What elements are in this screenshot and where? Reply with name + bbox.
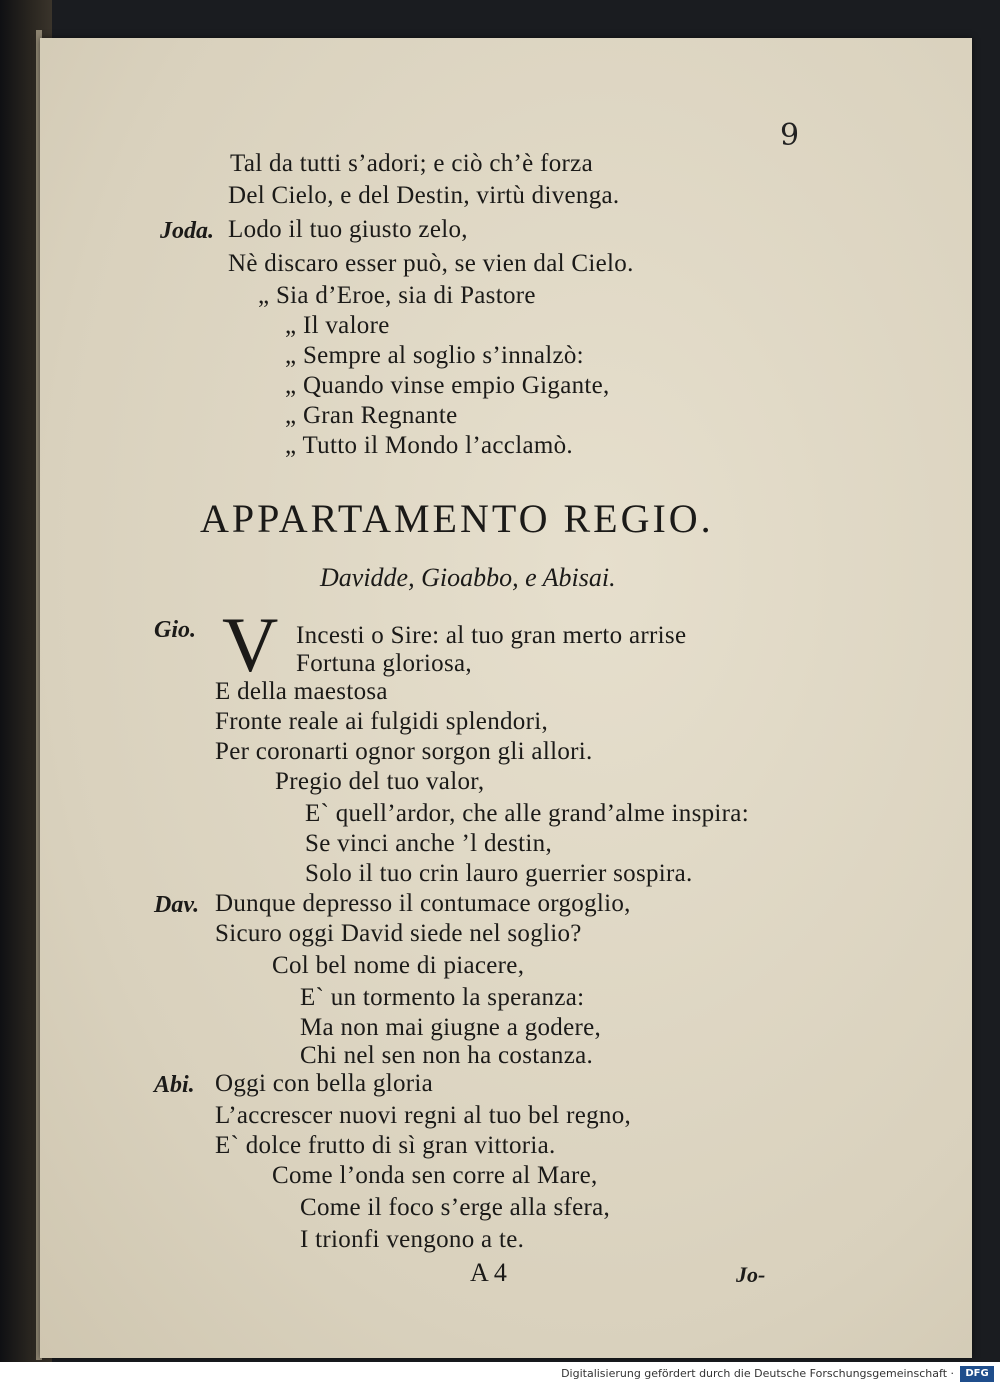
verse-line: Tal da tutti s’adori; e ciò ch’è forza	[230, 150, 593, 177]
verse-line: Pregio del tuo valor,	[275, 768, 485, 795]
scene-characters: Davidde, Gioabbo, e Abisai.	[320, 563, 616, 592]
signature-mark: A 4	[470, 1258, 507, 1287]
verse-line: E della maestosa	[215, 678, 388, 705]
funding-credit: Digitalisierung gefördert durch die Deutsche Forschungsgemeinschaft ·	[561, 1367, 954, 1380]
speaker-label: Gio.	[154, 617, 196, 643]
verse-line: Come il foco s’erge alla sfera,	[300, 1194, 611, 1221]
drop-cap: V	[222, 601, 279, 688]
verse-line: Incesti o Sire: al tuo gran merto arrise	[296, 622, 687, 649]
verse-line: Lodo il tuo giusto zelo,	[228, 216, 468, 243]
speaker-label: Abi.	[154, 1072, 195, 1098]
verse-line: Per coronarti ognor sorgon gli allori.	[215, 738, 593, 765]
verse-line: „ Quando vinse empio Gigante,	[285, 372, 610, 399]
speaker-label: Joda.	[160, 218, 214, 244]
verse-line: Col bel nome di piacere,	[272, 952, 525, 979]
verse-line: Ma non mai giugne a godere,	[300, 1014, 602, 1041]
verse-line: Del Cielo, e del Destin, virtù divenga.	[228, 182, 620, 209]
verse-line: „ Sempre al soglio s’innalzò:	[285, 342, 584, 369]
speaker-label: Dav.	[154, 892, 200, 918]
scene-heading: APPARTAMENTO REGIO.	[200, 496, 714, 541]
verse-line: Oggi con bella gloria	[215, 1070, 434, 1097]
verse-line: „ Tutto il Mondo l’acclamò.	[285, 432, 573, 459]
verse-line: L’accrescer nuovi regni al tuo bel regno,	[215, 1102, 632, 1129]
verse-line: Solo il tuo crin lauro guerrier sospira.	[305, 860, 693, 887]
verse-line: Come l’onda sen corre al Mare,	[272, 1162, 598, 1189]
catchword: Jo-	[736, 1262, 766, 1287]
verse-line: E` un tormento la speranza:	[300, 984, 585, 1011]
verse-line: Nè discaro esser può, se vien dal Cielo.	[228, 250, 634, 277]
verse-line: E` dolce frutto di sì gran vittoria.	[215, 1132, 556, 1159]
verse-line: Fronte reale ai fulgidi splendori,	[215, 708, 549, 735]
verse-line: Dunque depresso il contumace orgoglio,	[215, 890, 631, 917]
verse-line: „ Il valore	[285, 312, 390, 339]
dfg-logo: DFG	[960, 1366, 994, 1382]
verse-line: E` quell’ardor, che alle grand’alme inspira:	[305, 800, 749, 827]
verse-line: Sicuro oggi David siede nel soglio?	[215, 920, 582, 947]
verse-line: „ Gran Regnante	[285, 402, 458, 429]
digitization-footer	[0, 1362, 1000, 1388]
verse-line: Chi nel sen non ha costanza.	[300, 1042, 594, 1069]
verse-line: „ Sia d’Eroe, sia di Pastore	[258, 282, 536, 309]
verse-line: Se vinci anche ’l destin,	[305, 830, 553, 857]
verse-line: Fortuna gloriosa,	[296, 650, 472, 677]
verse-line: I trionfi vengono a te.	[300, 1226, 525, 1253]
page-corner-number: 9	[780, 118, 800, 153]
